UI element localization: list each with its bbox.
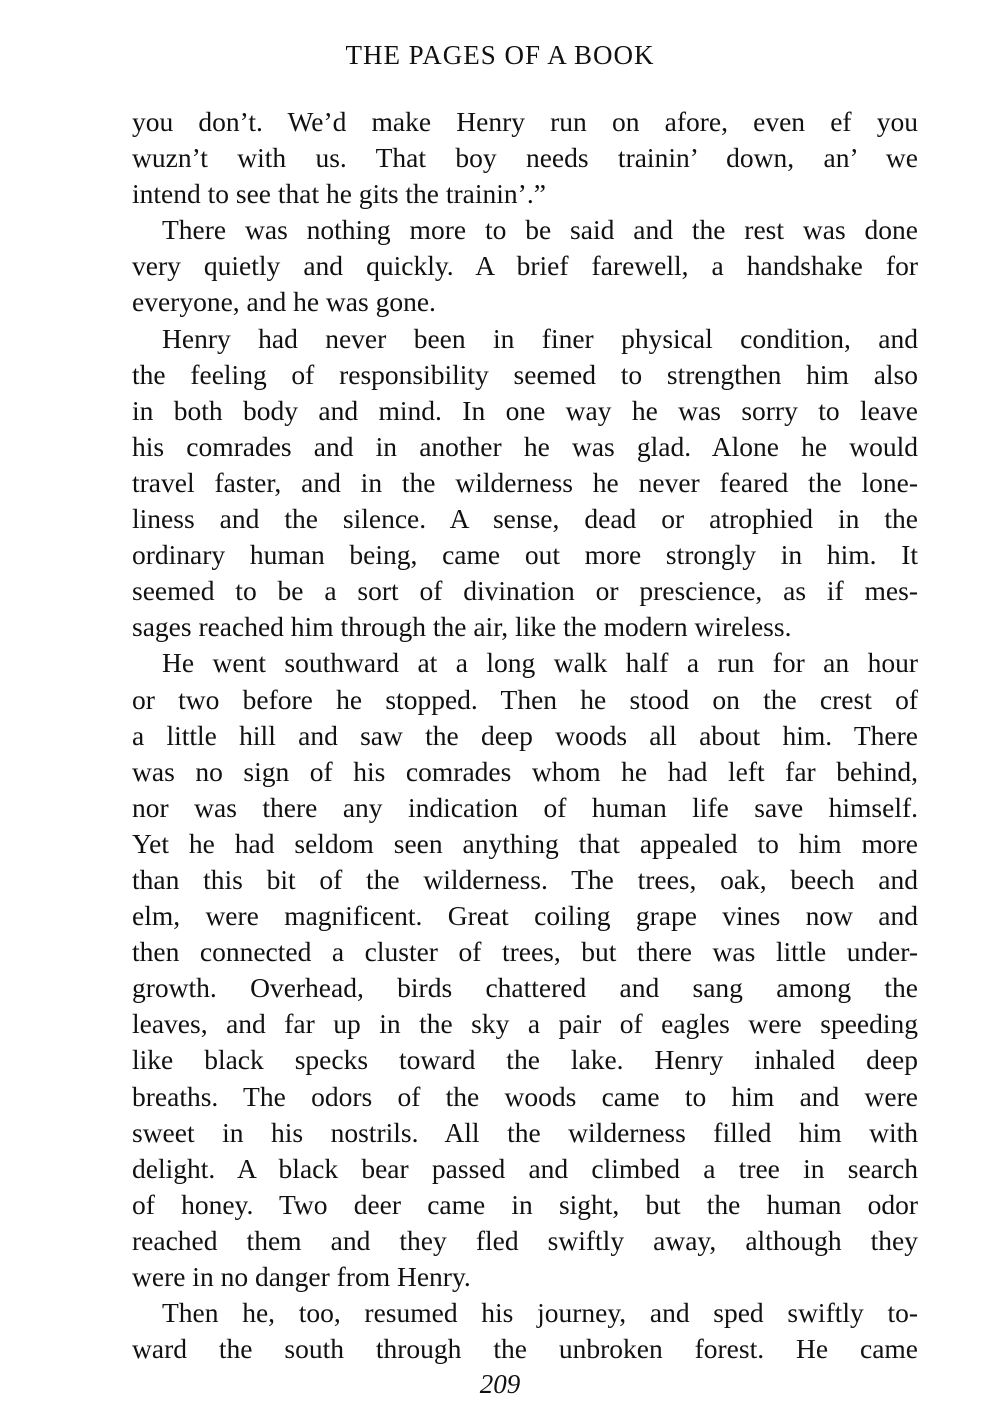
text-line: reached them and they fled swiftly away, although they [132,1224,918,1256]
text-line: of honey. Two deer came in sight, but the human odor [132,1188,918,1220]
text-line: his comrades and in another he was glad. Alone he would [132,430,918,462]
text-line: Yet he had seldom seen anything that appealed to him more [132,827,918,859]
text-line: Henry had never been in finer physical condition, and [162,322,918,354]
text-line: delight. A black bear passed and climbed a tree in search [132,1152,918,1184]
text-line: ward the south through the unbroken forest. He came [132,1333,918,1365]
page-number: 209 [479,1369,521,1399]
text-line: intend to see that he gits the trainin’.” [132,178,546,210]
text-line: ordinary human being, came out more strongly in him. It [132,539,918,571]
text-line: were in no danger from Henry. [132,1261,471,1292]
text-line: everyone, and he was gone. [132,286,436,318]
body-text [132,104,918,1367]
text-line: then connected a cluster of trees, but there was little under- [132,936,918,968]
text-line: was no sign of his comrades whom he had left far behind, [132,755,918,787]
text-line: sages reached him through the air, like the modern wireless. [132,611,792,643]
text-line: than this bit of the wilderness. The trees, oak, beech and [132,863,918,895]
text-line: Then he, too, resumed his journey, and sped swiftly to- [162,1297,918,1329]
text-line: the feeling of responsibility seemed to strengthen him also [132,358,918,390]
text-line: growth. Overhead, birds chattered and sang among the [132,972,918,1004]
paragraph [132,104,918,212]
text-line: travel faster, and in the wilderness he never feared the lone- [132,466,918,498]
text-line: sweet in his nostrils. All the wilderness filled him with [132,1116,918,1148]
text-line: in both body and mind. In one way he was sorry to leave [132,394,918,426]
text-line: He went southward at a long walk half a run for an hour [162,647,918,679]
text-line: a little hill and saw the deep woods all about him. There [132,719,918,751]
text-line: There was nothing more to be said and the rest was done [162,214,918,246]
paragraph [132,1295,918,1367]
text-line: like black specks toward the lake. Henry inhaled deep [132,1044,918,1076]
text-line: you don’t. We’d make Henry run on afore, even ef you [132,106,918,137]
text-line: liness and the silence. A sense, dead or atrophied in the [132,503,918,535]
text-line: breaths. The odors of the woods came to him and were [132,1080,918,1112]
paragraph [132,321,918,646]
paragraph [132,212,918,320]
running-head: THE PAGES OF A BOOK [345,40,655,70]
text-line: seemed to be a sort of divination or prescience, as if mes- [132,575,918,607]
text-line: nor was there any indication of human life save himself. [132,791,918,823]
paragraph [132,645,918,1295]
text-line: or two before he stopped. Then he stood on the crest of [132,683,918,715]
text-line: leaves, and far up in the sky a pair of eagles were speeding [132,1008,918,1040]
text-line: wuzn’t with us. That boy needs trainin’ down, an’ we [132,142,918,174]
text-line: very quietly and quickly. A brief farewell, a handshake for [132,250,918,282]
text-line: elm, were magnificent. Great coiling grape vines now and [132,900,918,932]
